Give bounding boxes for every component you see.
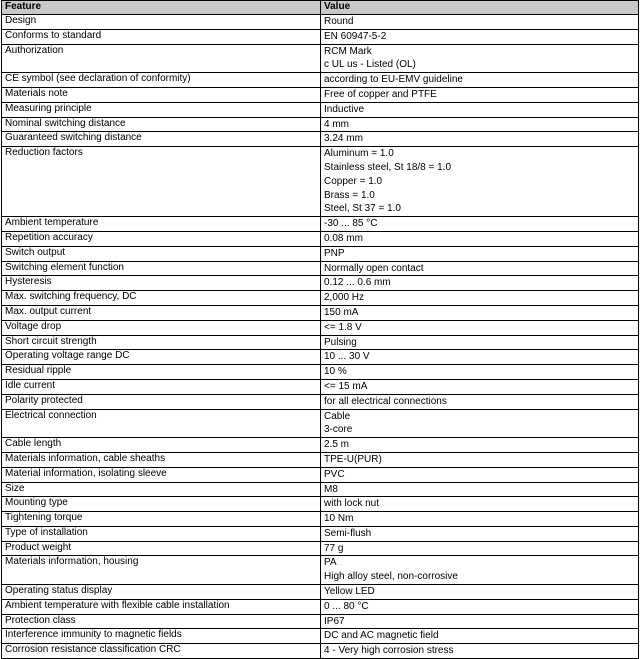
value-line: DC and AC magnetic field <box>324 630 439 642</box>
table-row <box>2 246 639 261</box>
feature-cell: Hysteresis <box>2 276 321 291</box>
feature-cell: Materials information, cable sheaths <box>2 452 321 467</box>
table-row <box>2 261 639 276</box>
feature-cell: Material information, isolating sleeve <box>2 467 321 482</box>
value-line: RCM Mark <box>324 45 372 57</box>
value-line: Brass = 1.0 <box>324 189 375 201</box>
value-cell <box>321 350 639 365</box>
value-cell <box>321 15 639 30</box>
value-cell <box>321 335 639 350</box>
value-cell <box>321 246 639 261</box>
value-line: IP67 <box>324 615 345 627</box>
value-line: Semi-flush <box>324 527 372 539</box>
value-cell <box>321 467 639 482</box>
value-line: c UL us - Listed (OL) <box>324 59 416 71</box>
feature-cell: Guaranteed switching distance <box>2 132 321 147</box>
table-row <box>2 629 639 644</box>
value-cell <box>321 629 639 644</box>
value-line: 0.12 ... 0.6 mm <box>324 277 391 289</box>
table-row <box>2 526 639 541</box>
value-line: 150 mA <box>324 306 359 318</box>
feature-cell: Residual ripple <box>2 365 321 380</box>
table-row <box>2 482 639 497</box>
feature-cell: Interference immunity to magnetic fields <box>2 629 321 644</box>
value-line: Free of copper and PTFE <box>324 88 437 100</box>
value-cell <box>321 261 639 276</box>
table-row <box>2 365 639 380</box>
table-row <box>2 512 639 527</box>
value-line: 4 - Very high corrosion stress <box>324 645 454 657</box>
value-cell <box>321 541 639 556</box>
value-line: Yellow LED <box>324 586 375 598</box>
value-line: PNP <box>324 247 345 259</box>
feature-cell: Idle current <box>2 379 321 394</box>
table-row <box>2 409 639 438</box>
feature-cell: Operating voltage range DC <box>2 350 321 365</box>
feature-cell: Materials note <box>2 87 321 102</box>
table-row <box>2 556 639 585</box>
value-line: 10 % <box>324 366 347 378</box>
value-line: -30 ... 85 °C <box>324 218 378 230</box>
value-line: 0.08 mm <box>324 232 363 244</box>
feature-cell: Tightening torque <box>2 512 321 527</box>
table-row <box>2 644 639 659</box>
value-cell <box>321 438 639 453</box>
value-cell <box>321 585 639 600</box>
feature-cell: Repetition accuracy <box>2 231 321 246</box>
value-line: 10 ... 30 V <box>324 351 370 363</box>
value-cell <box>321 291 639 306</box>
value-cell <box>321 147 639 217</box>
feature-cell: Operating status display <box>2 585 321 600</box>
value-cell <box>321 231 639 246</box>
table-row <box>2 350 639 365</box>
feature-cell: Max. output current <box>2 305 321 320</box>
feature-cell: Conforms to standard <box>2 29 321 44</box>
value-cell <box>321 497 639 512</box>
value-cell <box>321 117 639 132</box>
value-line: 3.24 mm <box>324 133 363 145</box>
table-row <box>2 497 639 512</box>
feature-cell: Product weight <box>2 541 321 556</box>
value-line: Pulsing <box>324 336 357 348</box>
value-line: 3-core <box>324 424 353 436</box>
value-line: Inductive <box>324 103 365 115</box>
value-line: Steel, St 37 = 1.0 <box>324 203 401 215</box>
table-row <box>2 132 639 147</box>
value-line: M8 <box>324 483 338 495</box>
feature-cell: Type of installation <box>2 526 321 541</box>
table-row <box>2 541 639 556</box>
feature-cell: Voltage drop <box>2 320 321 335</box>
table-row <box>2 320 639 335</box>
table-row <box>2 231 639 246</box>
feature-cell: Short circuit strength <box>2 335 321 350</box>
value-line: according to EU-EMV guideline <box>324 74 463 86</box>
feature-cell: Materials information, housing <box>2 556 321 585</box>
table-row <box>2 599 639 614</box>
value-cell <box>321 305 639 320</box>
table-row <box>2 305 639 320</box>
table-row <box>2 87 639 102</box>
value-line: 0 ... 80 °C <box>324 600 369 612</box>
table-row <box>2 291 639 306</box>
feature-cell: Mounting type <box>2 497 321 512</box>
value-line: EN 60947-5-2 <box>324 30 387 42</box>
feature-cell: Ambient temperature with flexible cable installation <box>2 599 321 614</box>
value-cell <box>321 512 639 527</box>
table-row <box>2 379 639 394</box>
value-cell <box>321 44 639 73</box>
value-line: High alloy steel, non-corrosive <box>324 571 458 583</box>
feature-cell: Protection class <box>2 614 321 629</box>
table-row <box>2 73 639 88</box>
value-cell <box>321 102 639 117</box>
feature-cell: Nominal switching distance <box>2 117 321 132</box>
value-cell <box>321 379 639 394</box>
table-row <box>2 15 639 30</box>
value-cell <box>321 452 639 467</box>
value-line: Normally open contact <box>324 262 424 274</box>
table-row <box>2 29 639 44</box>
feature-cell: Design <box>2 15 321 30</box>
feature-cell: Switching element function <box>2 261 321 276</box>
table-row <box>2 452 639 467</box>
value-cell <box>321 365 639 380</box>
header-feature: Feature <box>2 1 321 15</box>
value-line: Stainless steel, St 18/8 = 1.0 <box>324 161 452 173</box>
value-line: 77 g <box>324 542 344 554</box>
value-cell <box>321 599 639 614</box>
feature-cell: Max. switching frequency, DC <box>2 291 321 306</box>
header-row <box>2 1 639 15</box>
value-cell <box>321 73 639 88</box>
feature-cell: Reduction factors <box>2 147 321 217</box>
table-row <box>2 276 639 291</box>
value-cell <box>321 29 639 44</box>
value-line: Cable <box>324 410 351 422</box>
table-row <box>2 147 639 217</box>
value-line: PA <box>324 557 337 569</box>
spec-body <box>2 15 639 659</box>
table-row <box>2 585 639 600</box>
value-line: 2.5 m <box>324 439 350 451</box>
table-row <box>2 102 639 117</box>
feature-cell: Polarity protected <box>2 394 321 409</box>
table-row <box>2 335 639 350</box>
feature-cell: Measuring principle <box>2 102 321 117</box>
value-line: Copper = 1.0 <box>324 175 383 187</box>
table-row <box>2 217 639 232</box>
feature-cell: Electrical connection <box>2 409 321 438</box>
value-cell <box>321 132 639 147</box>
value-cell <box>321 217 639 232</box>
value-cell <box>321 614 639 629</box>
feature-cell: Authorization <box>2 44 321 73</box>
value-line: 2,000 Hz <box>324 292 365 304</box>
value-line: for all electrical connections <box>324 395 447 407</box>
spec-table <box>1 0 639 659</box>
value-line: Round <box>324 16 354 27</box>
value-cell <box>321 482 639 497</box>
value-cell <box>321 409 639 438</box>
value-cell <box>321 394 639 409</box>
value-line: PVC <box>324 468 345 480</box>
value-line: <= 15 mA <box>324 380 368 392</box>
value-line: 4 mm <box>324 118 349 130</box>
value-cell <box>321 556 639 585</box>
table-row <box>2 44 639 73</box>
table-row <box>2 117 639 132</box>
value-line: <= 1.8 V <box>324 321 362 333</box>
value-line: 10 Nm <box>324 513 354 525</box>
table-row <box>2 438 639 453</box>
value-line: with lock nut <box>324 498 380 510</box>
value-cell <box>321 644 639 659</box>
feature-cell: Cable length <box>2 438 321 453</box>
feature-cell: Ambient temperature <box>2 217 321 232</box>
header-value: Value <box>321 1 639 15</box>
feature-cell: Corrosion resistance classification CRC <box>2 644 321 659</box>
value-cell <box>321 526 639 541</box>
table-row <box>2 394 639 409</box>
feature-cell: CE symbol (see declaration of conformity) <box>2 73 321 88</box>
table-row <box>2 614 639 629</box>
table-row <box>2 467 639 482</box>
feature-cell: Switch output <box>2 246 321 261</box>
value-cell <box>321 87 639 102</box>
value-cell <box>321 320 639 335</box>
feature-cell: Size <box>2 482 321 497</box>
value-line: Aluminum = 1.0 <box>324 148 394 160</box>
value-line: TPE-U(PUR) <box>324 453 382 465</box>
value-cell <box>321 276 639 291</box>
